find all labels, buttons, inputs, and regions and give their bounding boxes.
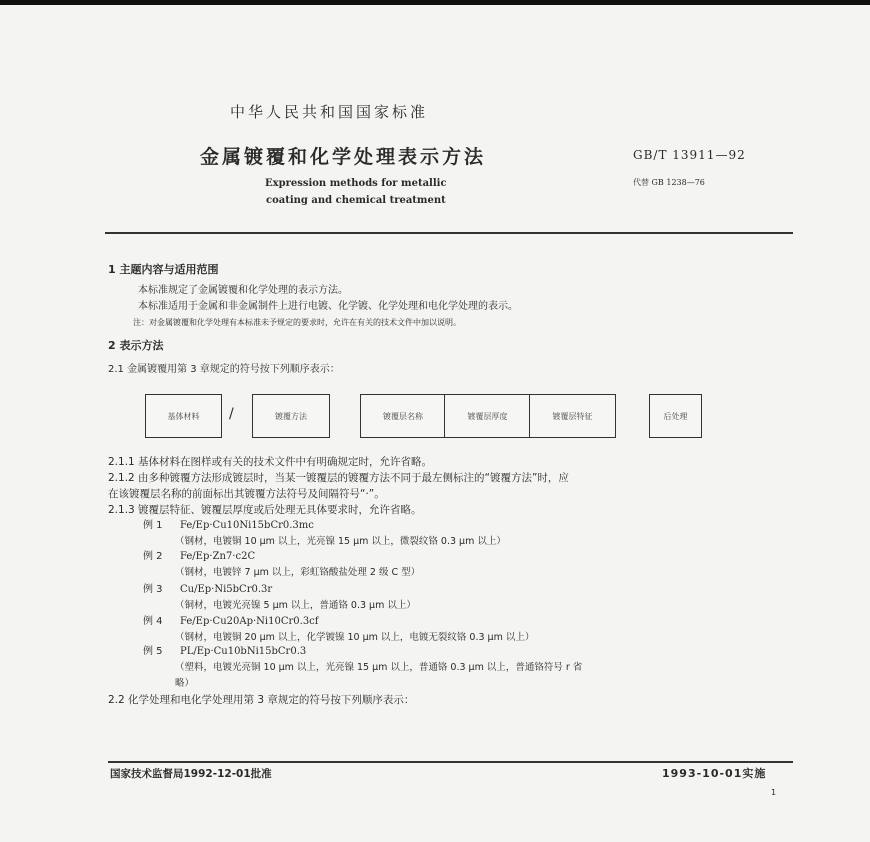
diagram-box-coating-thickness: 镀覆层厚度 [444,394,531,438]
diagram-box-post-treatment: 后处理 [649,394,702,438]
example-label: 例 3 [143,584,163,595]
approval-date: 国家技术监督局1992-12-01批准 [110,768,272,780]
standard-code: GB/T 13911—92 [633,148,746,162]
section-1-para-2: 本标准适用于金属和非金属制件上进行电镀、化学镀、化学处理和电化学处理的表示。 [138,301,518,312]
example-desc: （钢材，电镀铜 10 μm 以上，光亮镍 15 μm 以上，微裂纹铬 0.3 μm 以上） [175,536,506,547]
section-2-1-2-cont: 在该镀覆层名称的前面标出其镀覆方法符号及间隔符号“·”。 [108,488,385,500]
replaces-note: 代替 GB 1238—76 [633,178,705,187]
example-label: 例 2 [143,551,163,562]
section-2-1-3: 2.1.3 镀覆层特征、镀覆层厚度或后处理无具体要求时，允许省略。 [108,504,422,516]
example-label: 例 1 [143,520,163,531]
section-2-2: 2.2 化学处理和电化学处理用第 3 章规定的符号按下列顺序表示： [108,694,415,706]
footer-divider [108,761,793,763]
example-code: Fe/Ep·Cu20Ap·Ni10Cr0.3cf [180,616,319,627]
diagram-box-coating-feature: 镀覆层特征 [529,394,616,438]
section-1-heading: 1 主题内容与适用范围 [108,263,219,276]
scan-border [0,0,870,5]
example-label: 例 4 [143,616,163,627]
effective-date: 1993-10-01实施 [662,767,767,780]
example-desc: （塑料，电镀光亮铜 10 μm 以上，光亮镍 15 μm 以上，普通铬 0.3 μm 以上，普通铬符号 r 省 [175,662,583,673]
diagram-box-plating-method: 镀覆方法 [252,394,330,438]
example-code: PL/Ep·Cu10bNi15bCr0.3 [180,646,307,657]
example-desc-cont: 略） [175,678,195,689]
example-code: Cu/Ep·Ni5bCr0.3r [180,584,273,595]
section-1-para-1: 本标准规定了金属镀覆和化学处理的表示方法。 [138,285,348,296]
section-1-note: 注：对金属镀覆和化学处理有本标准未予规定的要求时，允许在有关的技术文件中加以说明。 [133,318,461,327]
section-2-1-2: 2.1.2 由多种镀覆方法形成镀层时，当某一镀覆层的镀覆方法不同于最左侧标注的“镀覆方法”时，应 [108,472,569,484]
example-label: 例 5 [143,646,163,657]
english-title-1: Expression methods for metallic [265,178,447,189]
diagram-box-coating-name: 镀覆层名称 [360,394,446,438]
section-2-heading: 2 表示方法 [108,339,164,352]
header-divider [105,232,793,234]
example-code: Fe/Ep·Cu10Ni15bCr0.3mc [180,520,314,531]
diagram-box-base-material: 基体材料 [145,394,222,438]
diagram-slash: / [229,406,234,422]
section-2-1-1: 2.1.1 基体材料在图样或有关的技术文件中有明确规定时，允许省略。 [108,456,433,468]
section-2-1: 2.1 金属镀覆用第 3 章规定的符号按下列顺序表示： [108,364,340,375]
page-number: 1 [771,788,777,797]
example-desc: （钢材，电镀铜 20 μm 以上，化学镀镍 10 μm 以上，电镀无裂纹铬 0.3 μm 以上） [175,632,535,643]
english-title-2: coating and chemical treatment [266,195,446,206]
document-title: 金属镀覆和化学处理表示方法 [200,146,487,168]
example-desc: （铜材，电镀光亮镍 5 μm 以上，普通铬 0.3 μm 以上） [175,600,416,611]
national-standard-label: 中华人民共和国国家标准 [230,103,429,121]
example-code: Fe/Ep·Zn7·c2C [180,551,256,562]
example-desc: （钢材，电镀锌 7 μm 以上，彩虹铬酸盐处理 2 级 C 型） [175,567,421,578]
